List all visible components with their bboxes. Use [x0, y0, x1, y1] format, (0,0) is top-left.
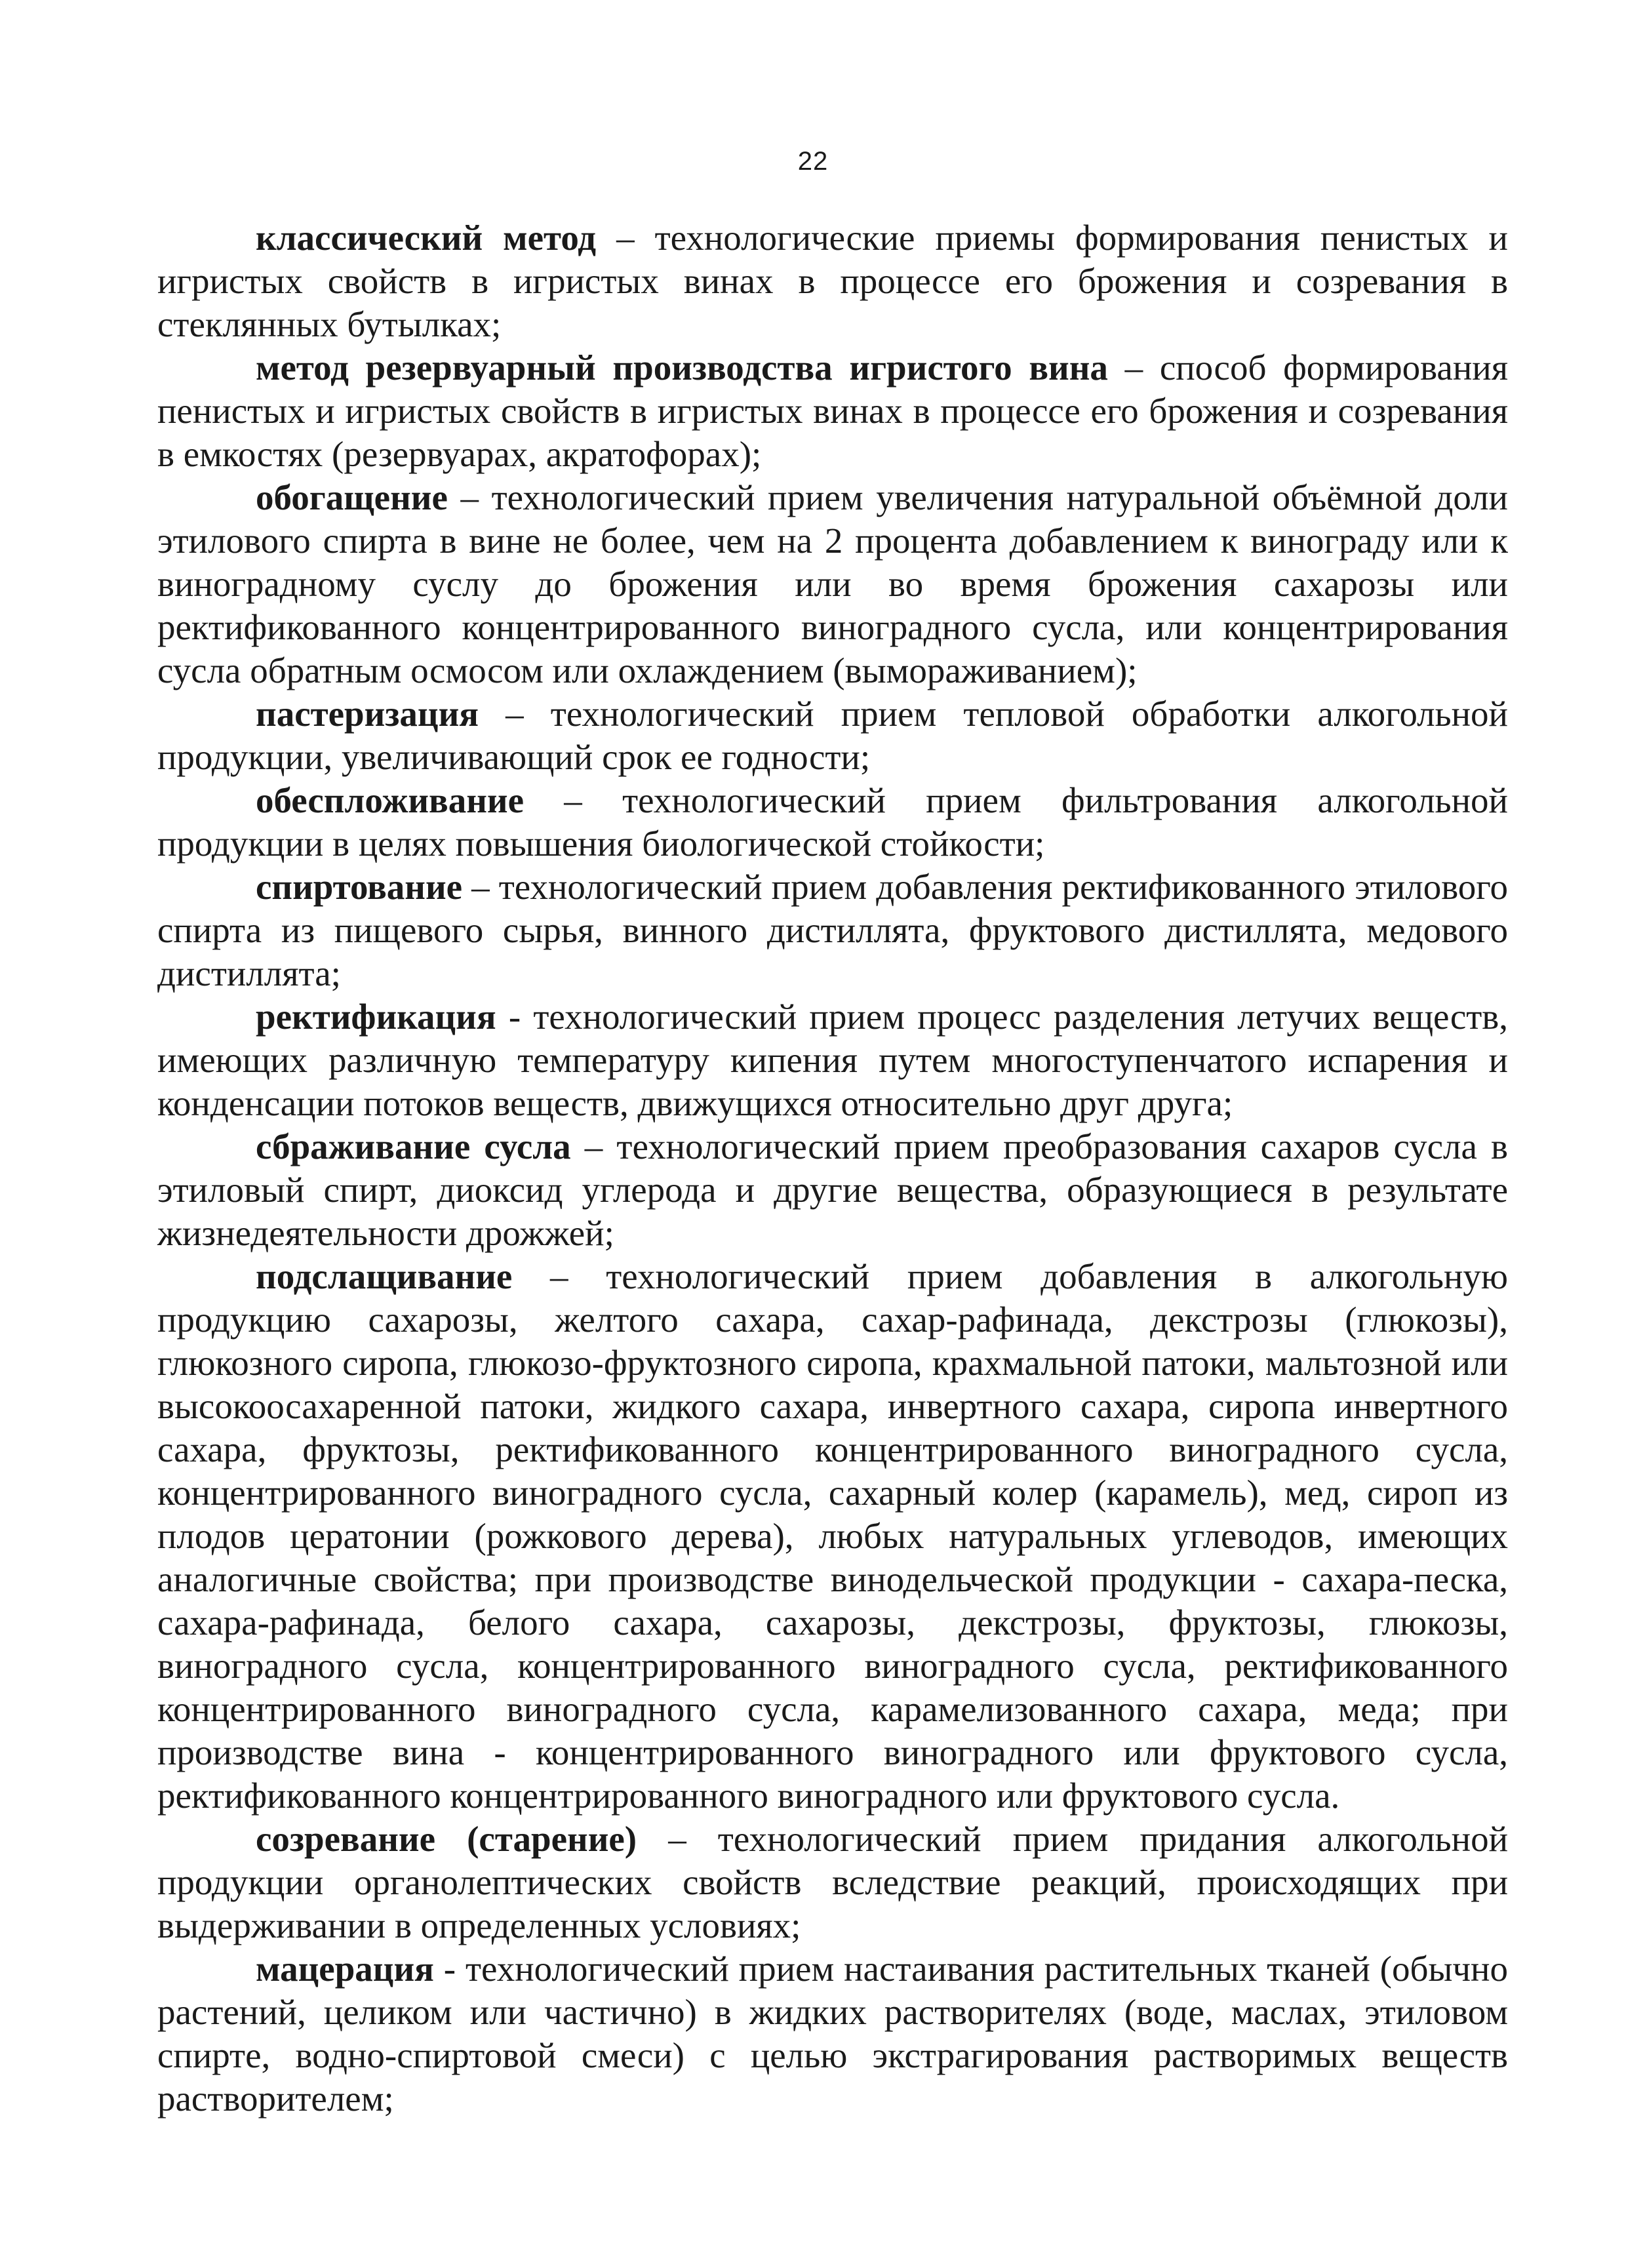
definition-entry: [157, 1125, 1508, 1255]
entry-term: мацерация: [256, 1949, 434, 1989]
entry-definition: – технологический прием преобразования сахаров сусла в этиловый спирт, диоксид углерода и другие вещества, образующиеся в результате жизнедеятельности дрожжей;: [157, 1126, 1509, 1253]
entry-term: метод резервуарный производства игристого вина: [256, 348, 1108, 388]
definition-entry: [157, 1947, 1508, 2120]
entry-definition: - технологический прием процесс разделения летучих веществ, имеющих различную температуру кипения путем многоступенчатого испарения и конденсации потоков веществ, движущихся относительно друг друга;: [157, 997, 1508, 1123]
definition-entry: [157, 216, 1508, 346]
definition-entry: [157, 995, 1508, 1125]
definition-entry: [157, 1255, 1508, 1818]
entry-term: классический метод: [256, 218, 597, 258]
entry-definition: – технологический прием фильтрования алкогольной продукции в целях повышения биологической стойкости;: [157, 780, 1508, 864]
entry-term: пастеризация: [256, 694, 479, 734]
entry-term: сбраживание сусла: [256, 1126, 571, 1166]
entry-term: подслащивание: [256, 1256, 513, 1296]
entry-definition: – технологический прием добавления ректификованного этилового спирта из пищевого сырья, винного дистиллята, фруктового дистиллята, медового дистиллята;: [157, 867, 1508, 993]
definition-entry: [157, 1818, 1508, 1947]
page-number: 22: [797, 147, 829, 176]
entry-definition: – способ формирования пенистых и игристых свойств в игристых винах в процессе его брожения и созревания в емкостях (резервуарах, акратофорах);: [157, 348, 1508, 474]
entry-definition: – технологический прием добавления в алкогольную продукцию сахарозы, желтого сахара, сахар-рафинада, декстрозы (глюкозы), глюкозного сиропа, глюкозо-фруктозного сиропа, крахмальной патоки, мальтозной или высокоосахаренной патоки, жидкого сахара, инвертного сахара, сиропа инвертного сахара, фруктозы, ректификованного концентрированного виноградного сусла, концентрированного виноградного сусла, сахарный колер (карамель), мед, сироп из плодов цератонии (рожкового дерева), любых натуральных углеводов, имеющих аналогичные свойства; при производстве винодельческой продукции - сахара-песка, сахара-рафинада, белого сахара, сахарозы, декстрозы, фруктозы, глюкозы, виноградного сусла, концентрированного виноградного сусла, ректификованного концентрированного виноградного сусла, карамелизованного сахара, меда; при производстве вина - концентрированного виноградного или фруктового сусла, ректификованного концентрированного виноградного или фруктового сусла.: [157, 1256, 1508, 1816]
entry-definition: – технологический прием тепловой обработки алкогольной продукции, увеличивающий срок ее годности;: [157, 694, 1508, 777]
entry-definition: – технологический прием придания алкогольной продукции органолептических свойств вследствие реакций, происходящих при выдерживании в определенных условиях;: [157, 1819, 1509, 1945]
entry-definition: – технологические приемы формирования пенистых и игристых свойств в игристых винах в процессе его брожения и созревания в стеклянных бутылках;: [157, 218, 1508, 344]
definition-entry: [157, 346, 1508, 476]
entry-definition: - технологический прием настаивания растительных тканей (обычно растений, целиком или частично) в жидких растворителях (воде, маслах, этиловом спирте, водно-спиртовой смеси) с целью экстрагирования растворимых веществ растворителем;: [157, 1949, 1508, 2119]
entry-term: обогащение: [256, 477, 448, 517]
entry-term: обеспложивание: [256, 780, 525, 820]
definition-entry: [157, 476, 1508, 692]
document-body: [157, 216, 1508, 2120]
definition-entry: [157, 779, 1508, 865]
definition-entry: [157, 692, 1508, 779]
entry-term: созревание (старение): [256, 1819, 637, 1859]
entry-term: ректификация: [256, 997, 496, 1037]
entry-term: спиртование: [256, 867, 463, 907]
entry-definition: – технологический прием увеличения натуральной объёмной доли этилового спирта в вине не более, чем на 2 процента добавлением к винограду или к виноградному суслу до брожения или во время брожения сахарозы или ректификованного концентрированного виноградного сусла, или концентрирования сусла обратным осмосом или охлаждением (вымораживанием);: [157, 477, 1508, 690]
definition-entry: [157, 865, 1508, 995]
